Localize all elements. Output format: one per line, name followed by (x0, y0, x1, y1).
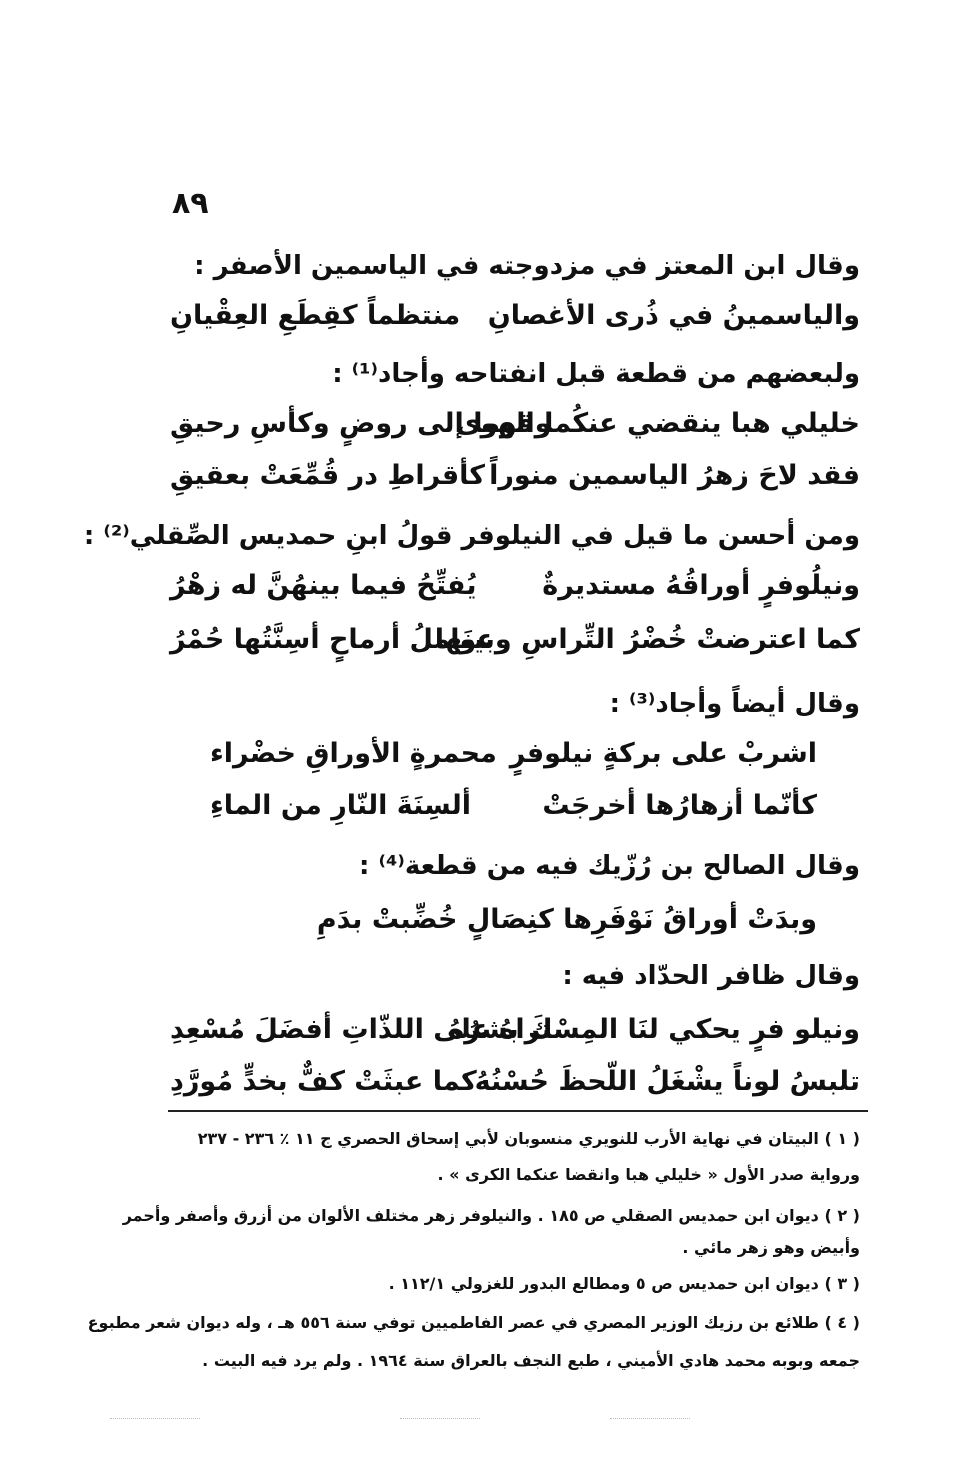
intro-also: وقال أيضاً وأجاد⁽³⁾ : (609, 689, 860, 719)
footnote-1-line-2: ورواية صدر الأول « خليلي هبا وانقضا عنكما الكرى » . (437, 1165, 860, 1184)
footnote-4-line-2: جمعه وبوبه محمد هادي الأميني ، طبع النجف بالعراق سنة ١٩٦٤ . ولم يرد فيه البيت . (202, 1351, 860, 1370)
intro-al-salih: وقال الصالح بن رُزّيك فيه من قطعة⁽⁴⁾ : (359, 851, 860, 881)
footnote-separator (168, 1110, 868, 1112)
footnote-2-line-2: وأبيض وهو زهر مائي . (682, 1238, 860, 1257)
footnote-4-line-1: ( ٤ ) طلائع بن رزيك الوزير المصري في عصر الفاطميين توفي سنة ٥٥٦ هـ ، وله ديوان شعر مطبوع (87, 1313, 860, 1332)
scan-artifact-left (110, 1418, 200, 1419)
verse-7-first-hemistich: كأنّما أزهارُها أخرجَتْ (542, 790, 817, 821)
verse-5-first-hemistich: كما اعترضتْ خُضْرُ التِّراسِ وبينَها (434, 624, 860, 655)
verse-2-first-hemistich: خليلي هبا ينقضي عنكُما الهوى (455, 408, 860, 439)
verse-6-first-hemistich: اشربْ على بركةٍ نيلوفرٍ (509, 738, 817, 769)
intro-anonymous: ولبعضهم من قطعة قبل انفتاحه وأجاد⁽¹⁾ : (332, 359, 860, 389)
verse-4-first-hemistich: ونيلُوفرٍ أوراقُهُ مستديرةٌ (542, 570, 860, 601)
verse-4-second-hemistich: يُفتِّحُ فيما بينهُنَّ له زهْرُ (170, 570, 477, 601)
verse-10-second-hemistich: كما عبثَتْ كفٌّ بخدٍّ مُورَّدِ (170, 1066, 477, 1097)
scan-artifact-right (610, 1418, 690, 1419)
page-number: ٨٩ (172, 186, 209, 221)
verse-10-first-hemistich: تلبسُ لوناً يشْغَلُ اللّحظَ حُسْنُهُ (474, 1066, 860, 1097)
scan-artifact-center (400, 1418, 480, 1419)
verse-1-first-hemistich: والياسمينُ في ذُرى الأغصانِ (487, 300, 860, 331)
verse-1-second-hemistich: منتظماً كقِطَعِ العِقْيانِ (170, 300, 461, 331)
verse-5-second-hemistich: عواملُ أرماحٍ أسِنَّتُها حُمْرُ (170, 624, 495, 655)
footnote-1-line-1: ( ١ ) البيتان في نهاية الأرب للنويري منسوبان لأبي إسحاق الحصري ج ١١ ٪ ٢٣٦ - ٢٣٧ (197, 1129, 860, 1148)
footnote-3-line-1: ( ٣ ) ديوان ابن حمديس ص ٥ ومطالع البدور للغزولي ١١٢/١ . (388, 1274, 860, 1293)
verse-9-second-hemistich: تراهُ على اللذّاتِ أفضَلَ مُسْعِدِ (170, 1014, 552, 1045)
verse-2-second-hemistich: وقوما إلى روضٍ وكأسِ رحيقِ (170, 408, 552, 439)
intro-ibn-hamdis: ومن أحسن ما قيل في النيلوفر قولُ ابنِ حمديس الصِّقلي⁽²⁾ : (83, 521, 860, 551)
verse-3-first-hemistich: فقد لاحَ زهرُ الياسمين منوراً (489, 460, 860, 491)
verse-8: وبدَتْ أوراقُ نَوْفَرِها كنِصَالٍ خُضِّبتْ بدَمِ (316, 904, 817, 935)
verse-3-second-hemistich: كأقراطِ در قُمِّعَتْ بعقيقِ (170, 460, 485, 491)
intro-zafir: وقال ظافر الحدّاد فيه : (562, 961, 860, 991)
intro-ibn-al-mutazz: وقال ابن المعتز في مزدوجته في الياسمين الأصفر : (194, 251, 860, 281)
verse-6-second-hemistich: محمرةٍ الأوراقِ خضْراء (210, 738, 497, 769)
verse-7-second-hemistich: ألسِنَةَ النّارِ من الماءِ (210, 790, 472, 821)
verse-9-first-hemistich: ونيلو فرٍ يحكي لنَا المِسْكَ بشرُهُ (448, 1014, 860, 1045)
footnote-2-line-1: ( ٢ ) ديوان ابن حمديس الصقلي ص ١٨٥ . والنيلوفر زهر مختلف الألوان من أزرق وأصفر وأحمر (122, 1206, 860, 1225)
